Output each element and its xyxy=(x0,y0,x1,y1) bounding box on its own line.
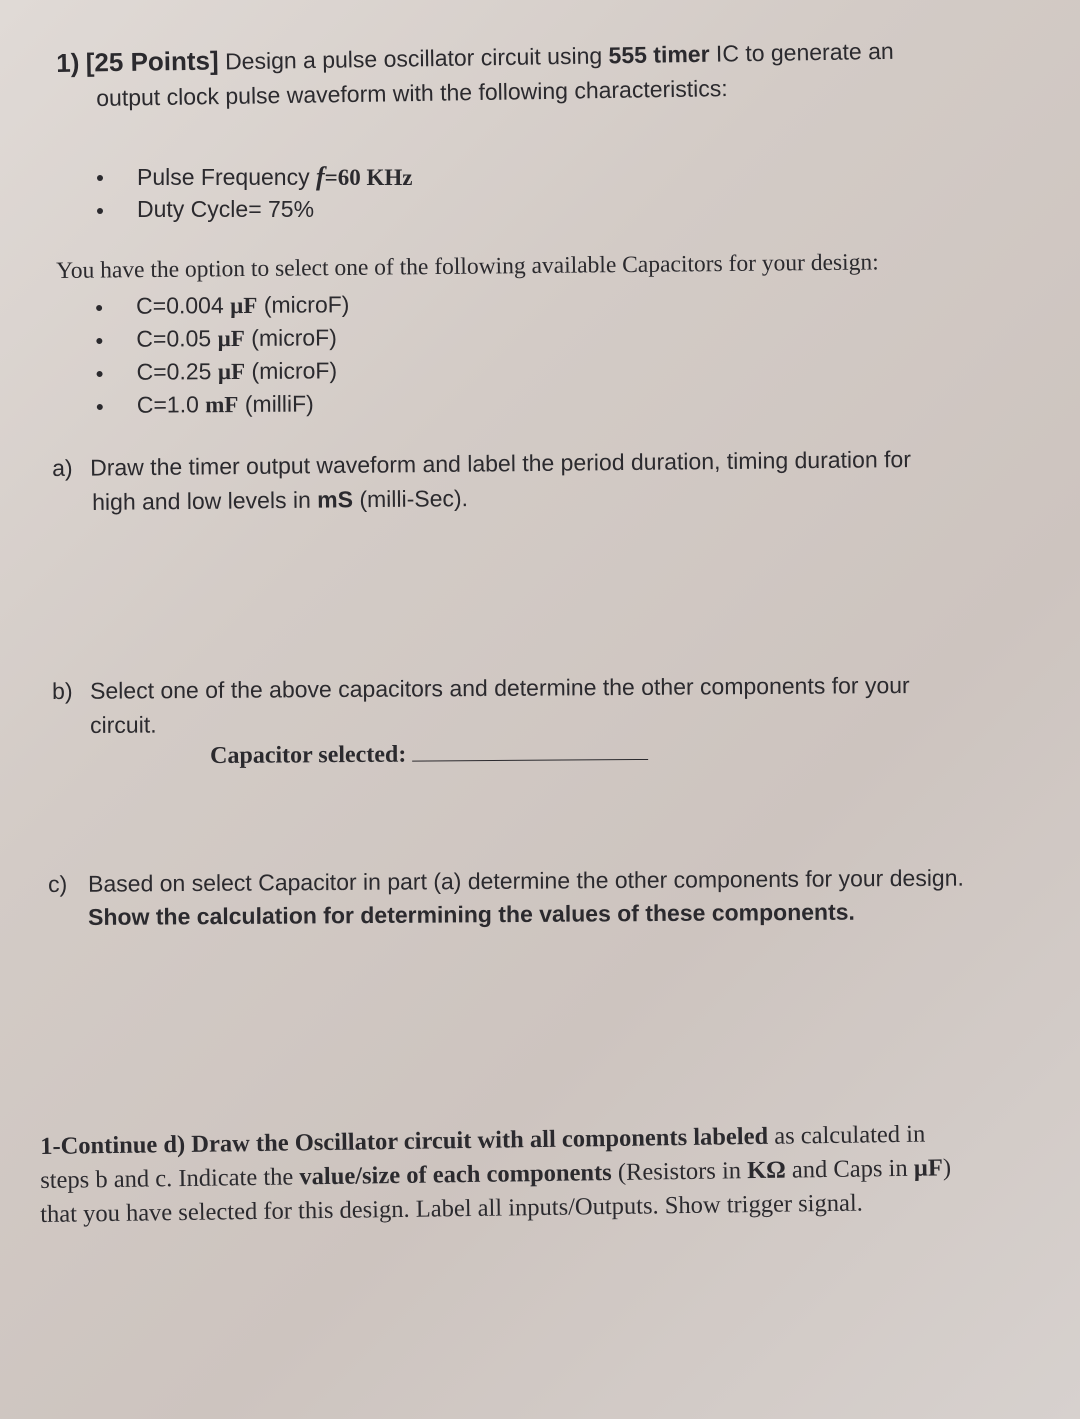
question-points: [25 Points] xyxy=(85,45,219,78)
capacitor-option: C=0.004 µF (microF) xyxy=(96,288,350,323)
part-b-line2: circuit. xyxy=(90,711,157,738)
capacitor-intro: You have the option to select one of the following available Capacitors for your design: xyxy=(56,249,879,284)
part-d-line1: 1-Continue d) Draw the Oscillator circuit with all components labeled as calculated in xyxy=(40,1120,926,1160)
frequency-value: =60 KHz xyxy=(324,165,413,190)
capacitor-option: C=0.05 µF (microF) xyxy=(96,321,350,356)
question-text-pre: Design a pulse oscillator circuit using xyxy=(224,42,603,75)
capacitor-selected-row xyxy=(210,737,648,773)
part-a-line1: a) Draw the timer output waveform and label the period duration, timing duration for xyxy=(52,443,911,485)
part-d-line3: that you have selected for this design. Label all inputs/Outputs. Show trigger signal. xyxy=(40,1189,863,1228)
question-ic-bold: 555 timer xyxy=(608,40,710,69)
bullet-icon xyxy=(97,175,103,181)
part-a-label: a) xyxy=(52,454,73,481)
part-b-line1: b) Select one of the above capacitors and determine the other components for your xyxy=(52,669,910,708)
capacitor-option: C=1.0 mF (milliF) xyxy=(97,387,351,422)
frequency-symbol: f xyxy=(315,162,325,191)
spec-item-frequency xyxy=(97,160,413,193)
part-d-line2: steps b and c. Indicate the value/size of each components (Resistors in KΩ and Caps in µF) xyxy=(40,1154,952,1194)
part-d-label: 1-Continue d) Draw the Oscillator circuit with all components labeled xyxy=(40,1122,769,1160)
spec-list xyxy=(97,160,413,226)
part-b-label: b) xyxy=(52,677,73,704)
part-c-line2: Show the calculation for determining the values of these components. xyxy=(88,898,855,930)
bullet-icon xyxy=(96,305,102,311)
part-c-label: c) xyxy=(48,870,68,897)
capacitor-option: C=0.25 µF (microF) xyxy=(96,354,350,389)
question-1-line2: output clock pulse waveform with the following characteristics: xyxy=(96,75,728,111)
spec-item-duty-cycle xyxy=(97,193,413,226)
bullet-icon xyxy=(97,371,103,377)
bullet-icon xyxy=(97,208,103,214)
question-text-post: IC to generate an xyxy=(715,37,894,67)
bullet-icon xyxy=(97,404,103,410)
spec-label: Pulse Frequency xyxy=(137,164,310,190)
capacitor-list xyxy=(96,288,350,422)
question-number: 1) xyxy=(56,47,80,78)
part-c-line1: c) Based on select Capacitor in part (a) determine the other components for your design. xyxy=(48,862,964,901)
part-a-line2: high and low levels in mS (milli-Sec). xyxy=(92,485,469,515)
question-1-line1 xyxy=(56,34,894,81)
capacitor-selected-label: Capacitor selected: xyxy=(210,741,407,769)
bullet-icon xyxy=(96,338,102,344)
unit-bold: mS xyxy=(317,486,354,513)
capacitor-selected-blank[interactable] xyxy=(412,737,648,762)
spec-label: Duty Cycle= 75% xyxy=(137,196,315,222)
